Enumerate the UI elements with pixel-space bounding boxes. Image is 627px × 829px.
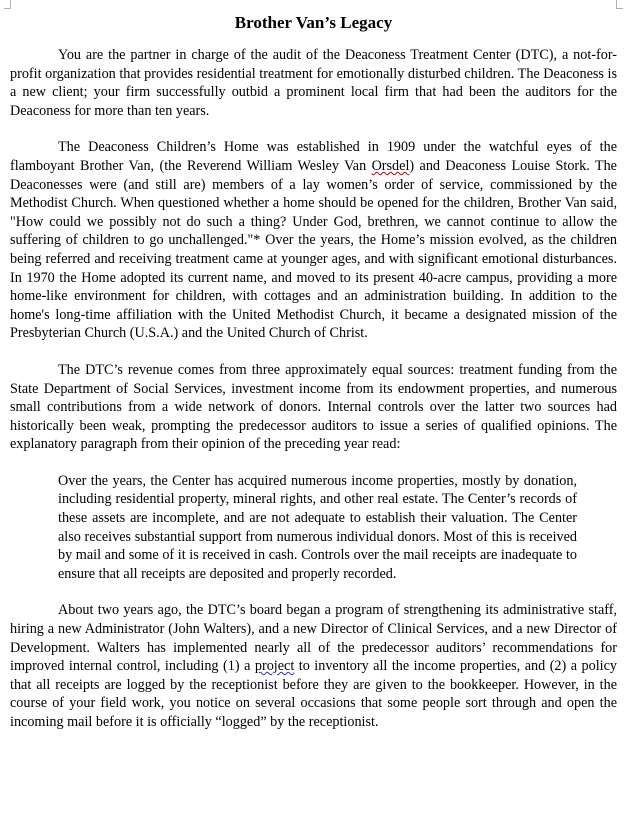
document-title: Brother Van’s Legacy bbox=[234, 13, 393, 32]
paragraph-recent-text-c: to inventory all the income properties, and (2) a policy that all receipts are logged by the receptionist before they are given to the bookkeeper. However, in the course of your field work, you notice on several occasions that some people sort through and open the incoming mail before it is officially “logged” by the receptionist. bbox=[10, 658, 617, 730]
paragraph-intro bbox=[10, 46, 617, 120]
paragraph-revenue-text: The DTC’s revenue comes from three approximately equal sources: treatment funding from the State Department of Social Services, investment income from its endowment properties, and numerous small contributions from a wide network of donors. Internal controls over the latter two sources had historically been weak, prompting the predecessor auditors to issue a series of qualified opinions. The explanatory paragraph from their opinion of the preceding year read: bbox=[10, 361, 617, 453]
document-page bbox=[10, 8, 617, 750]
paragraph-intro-text: You are the partner in charge of the audit of the Deaconess Treatment Center (DTC), a not-for-profit organization that provides residential treatment for emotionally disturbed children. The Deaconess is a new client; your firm successfully outbid a prominent local firm that had been the auditors for the Deaconess for more than ten years. bbox=[10, 47, 617, 119]
paragraph-revenue bbox=[10, 361, 617, 454]
page-corner-mark-right bbox=[616, 0, 623, 9]
block-quote-text: Over the years, the Center has acquired numerous income properties, mostly by donation, including residential property, mineral rights, and other real estate. The Center’s records of these assets are incomplete, and are not adequate to establish their valuation. The Center also receives substantial support from numerous individual donors. Most of this is received by mail and some of it is received in cash. Controls over the mail receipts are inadequate to ensure that all receipts are deposited and properly recorded. bbox=[58, 472, 577, 582]
block-quote-opinion bbox=[58, 472, 577, 584]
paragraph-history bbox=[10, 138, 617, 343]
paragraph-recent-text-a: About two years ago, the DTC’s board began a program of strengthening its administrative staff, hiring a new Administrator (John Walters), and a new Director of Clinical Services, and a new Director of Development. Walters has implemented nearly all of the predecessor auditors’ recommendations for improved internal control, including (1) a bbox=[10, 602, 617, 675]
grammar-flagged-word[interactable]: project bbox=[254, 658, 295, 675]
paragraph-recent-changes bbox=[10, 601, 617, 731]
paragraph-history-text-a: The Deaconess Children’s Home was established in 1909 under the watchful eyes of the flamboyant Brother Van, (the Reverend William Wesley Van bbox=[10, 139, 617, 174]
spellcheck-flagged-word[interactable]: Orsdel bbox=[371, 157, 410, 174]
paragraph-history-text-c: ) and Deaconess Louise Stork. The Deaconesses were (and still are) members of a lay women’s order of service, commissioned by the Methodist Church. When questioned whether a home should be opened for the children, Brother Van said, "How could we possibly not do such a thing? Under God, brethren, we cannot continue to allow the suffering of children to go unchallenged."* Over the years, the Home’s mission evolved, as the children being referred and receiving treatment came at younger ages, and with significant emotional disturbances. In 1970 the Home adopted its current name, and moved to its present 40-acre campus, providing a more home-like environment for children, with cottages and an administration building. In addition to the home's long-time affiliation with the United Methodist Church, it became a designated mission of the Presbyterian Church (U.S.A.) and the United Church of Christ. bbox=[10, 157, 617, 342]
